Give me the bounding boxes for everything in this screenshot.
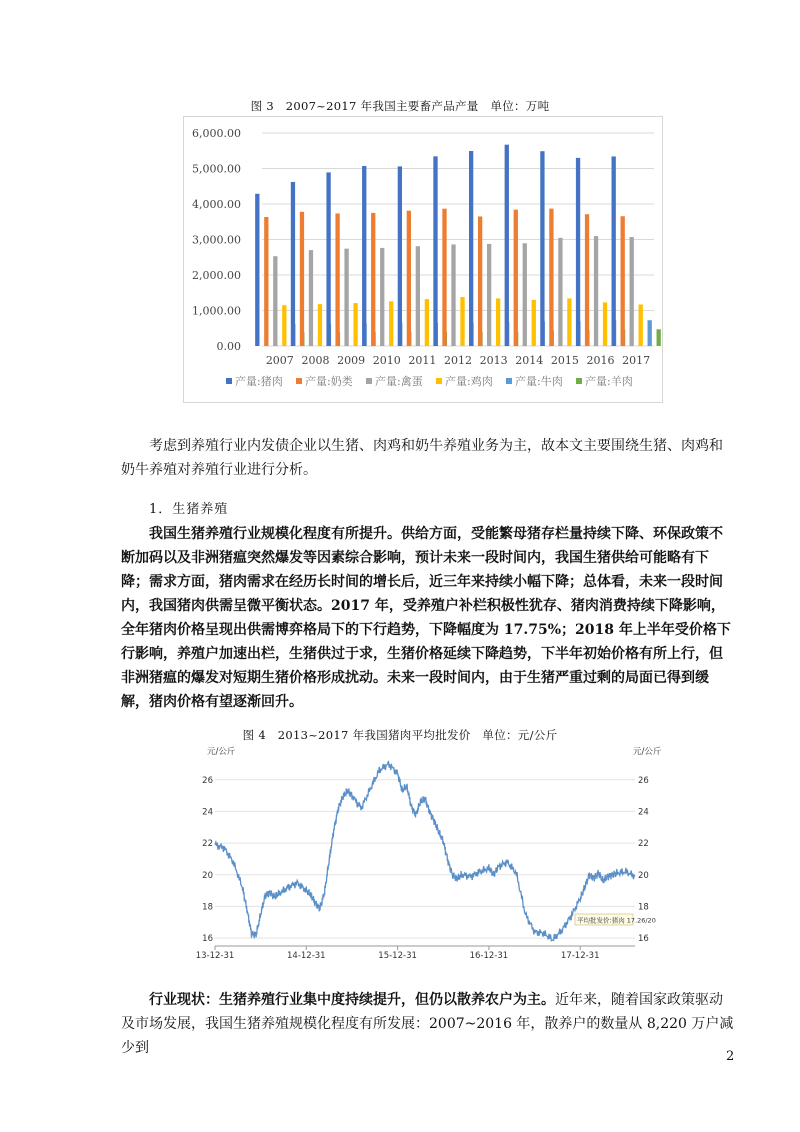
y-tick-label-left: 26 (202, 775, 213, 786)
intro-text: 考虑到养殖行业内发债企业以生猪、肉鸡和奶牛养殖业务为主，故本文主要围绕生猪、肉鸡和奶牛养殖对养殖行业进行分析。 (121, 438, 723, 478)
legend-swatch (436, 378, 442, 384)
bar (505, 145, 509, 346)
legend-label: 产量:牛肉 (515, 375, 563, 388)
legend-label: 产量:奶类 (305, 375, 353, 388)
bar (630, 237, 634, 346)
x-tick-label: 14-12-31 (287, 951, 326, 961)
bar (657, 329, 661, 346)
bar (648, 320, 652, 346)
figure4-line-chart (195, 744, 662, 961)
bar (309, 250, 313, 346)
y-tick-label-right: 26 (638, 775, 649, 786)
section2-body: 近年来，随着国家政策驱动及市场发展，我国生猪养殖规模化程度有所发展：2007~2016 年，散养户的数量从 8,220 万户减少到 (121, 992, 734, 1056)
bar (389, 301, 393, 346)
y-tick-label: 5,000.00 (192, 162, 241, 176)
x-tick-label: 15-12-31 (378, 951, 417, 961)
y-tick-label: 1,000.00 (192, 304, 241, 318)
bar (540, 151, 544, 346)
section2-text (121, 988, 736, 1060)
section1-text: 我国生猪养殖行业规模化程度有所提升。供给方面，受能繁母猪存栏量持续下降、环保政策不断加码以及非洲猪瘟突然爆发等因素综合影响，预计未来一段时间内，我国生猪供给可能略有下降；需求方面，猪肉需求在经历长时间的增长后，近三年来持续小幅下降；总体看，未来一段时间内，我国猪肉供需呈微平衡状态。2017 年，受养殖户补栏积极性犹存、猪肉消费持续下降影响，全年猪肉价格呈现出供需博弈格局下的下行趋势，下降幅度为 17.75%；2018 年上半年受价格下行影响，养殖户加速出栏，生猪供过于求，生猪价格延续下降趋势，下半年初始价格有所上行，但非洲猪瘟的爆发对短期生猪价格形成扰动。未来一段时间内，由于生猪严重过剩的局面已得到缓解，猪肉价格有望逐渐回升。 (121, 526, 731, 710)
tooltip-text: 平均批发价:猪肉 17.26/20 (577, 916, 656, 925)
bar (344, 249, 348, 346)
figure3-bar-chart (184, 117, 662, 402)
legend-swatch (576, 378, 582, 384)
x-tick-label: 2007 (265, 354, 294, 367)
x-tick-label: 2011 (408, 354, 437, 367)
figure4-chart-frame (195, 744, 662, 961)
y-tick-label-left: 20 (202, 870, 213, 881)
y-tick-label-left: 18 (202, 902, 213, 913)
figure3-caption: 图 3 2007~2017 年我国主要畜产品产量 单位：万吨 (250, 99, 550, 113)
y-tick-label-left: 16 (202, 934, 213, 945)
y-axis-unit-right: 元/公斤 (633, 747, 662, 757)
y-tick-label: 6,000.00 (192, 127, 241, 140)
legend-label: 产量:羊肉 (585, 375, 633, 388)
y-tick-label-left: 24 (202, 807, 213, 818)
y-tick-label: 3,000.00 (192, 233, 241, 247)
y-tick-label-right: 24 (638, 807, 649, 818)
bar (558, 238, 562, 346)
x-tick-label: 2012 (444, 354, 472, 367)
intro-paragraph (121, 434, 736, 482)
section1-paragraph (121, 522, 736, 714)
x-tick-label: 2008 (301, 354, 330, 367)
y-tick-label: 0.00 (216, 340, 241, 353)
y-tick-label-right: 16 (638, 934, 649, 945)
bar (433, 156, 437, 346)
legend-swatch (366, 378, 372, 384)
bar (300, 212, 304, 346)
bar (380, 248, 384, 346)
bar (523, 243, 527, 346)
x-tick-label: 17-12-31 (560, 951, 600, 961)
figure4-caption: 图 4 2013~2017 年我国猪肉平均批发价 单位：元/公斤 (242, 728, 558, 742)
series-line (215, 761, 635, 941)
legend-label: 产量:猪肉 (235, 375, 283, 388)
x-tick-label: 2015 (550, 354, 579, 367)
bar (621, 216, 625, 346)
bar (335, 213, 339, 346)
y-tick-label: 4,000.00 (192, 198, 241, 211)
bar (416, 246, 420, 346)
bar (353, 303, 357, 346)
bar (514, 210, 518, 346)
bar (273, 256, 277, 346)
bar (576, 158, 580, 346)
bar (255, 194, 259, 346)
section2-paragraph (121, 988, 736, 1060)
bar (264, 217, 268, 346)
x-tick-label: 2016 (586, 354, 615, 367)
x-tick-label: 2014 (515, 354, 544, 367)
y-tick-label-left: 22 (202, 839, 213, 850)
legend-swatch (296, 378, 302, 384)
bar (398, 166, 402, 346)
bar (639, 304, 643, 346)
bar (496, 298, 500, 346)
bar (532, 300, 536, 346)
page-number: 2 (726, 1049, 735, 1064)
legend-label: 产量:鸡肉 (445, 375, 493, 388)
bar (603, 302, 607, 346)
bar (451, 244, 455, 346)
legend-label: 产量:禽蛋 (375, 375, 423, 388)
bar (594, 236, 598, 346)
x-tick-label: 13-12-31 (195, 951, 235, 961)
bar (460, 297, 464, 346)
bar (282, 305, 286, 346)
x-tick-label: 2009 (337, 354, 366, 367)
bar (425, 299, 429, 346)
x-tick-label: 2017 (622, 354, 651, 367)
y-tick-label: 2,000.00 (192, 269, 241, 282)
section2-lead: 行业现状：生猪养殖行业集中度持续提升，但仍以散养农户为主。 (149, 992, 555, 1008)
legend-swatch (506, 378, 512, 384)
bar (291, 182, 295, 346)
bar (585, 214, 589, 346)
bar (362, 166, 366, 346)
bar (318, 304, 322, 346)
y-tick-label-right: 22 (638, 839, 649, 850)
bar (549, 209, 553, 346)
legend-swatch (226, 378, 232, 384)
x-tick-label: 2010 (372, 354, 401, 367)
bar (407, 211, 411, 346)
bar (612, 156, 616, 346)
section1-heading: 1．生猪养殖 (149, 502, 229, 517)
bar (326, 172, 330, 346)
bar (442, 209, 446, 346)
bar (371, 213, 375, 346)
x-tick-label: 2013 (479, 354, 508, 367)
y-tick-label-right: 18 (638, 902, 649, 913)
y-axis-unit-left: 元/公斤 (207, 747, 236, 757)
bar (478, 216, 482, 346)
figure3-chart-frame (183, 116, 663, 403)
y-tick-label-right: 20 (638, 870, 649, 881)
bar (469, 151, 473, 346)
bar (567, 298, 571, 346)
x-tick-label: 16-12-31 (469, 951, 509, 961)
bar (487, 244, 491, 346)
